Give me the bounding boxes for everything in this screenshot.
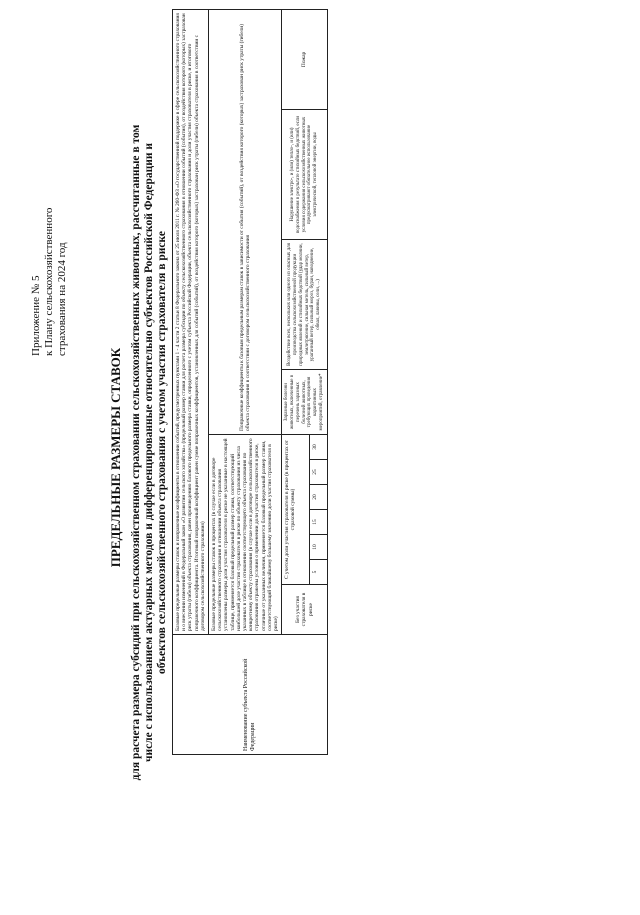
event-natural: Воздействие всех, нескольких или одного из опасных для производства сельскохозяйственной продукции природных явлений и стихийных бедствий (удар молнии, землетрясение, сильная метель, сильный ветер, ураганный ветер, сильный мороз, буран, наводнение, обвал, лавины, сели, ...) xyxy=(282,240,328,370)
basic-rates-header: Базовые предельные размеры ставок и поправочные коэффициенты в отношении событий, предусмотренных пунктами 1 - 4 части 2 статьи 8 Федерального закона от 25 июля 2011 г. № 260-ФЗ «О государственной поддержке в сфере сельскохозяйственного страхования и о внесении изменений в Федеральный закон «О развитии сельского хозяйства» (предельный размер ставки для расчета размера субсидии по объекту сельскохозяйственного страхования в отношении событий (события), от воздействия которого (которых) застрахован риск утраты (гибели) объекта страхования, равен произведению базового предельного размера ставки, определенного с учетом субъекта Российской Федерации, объекта сельскохозяйственного страхования и доли участия страхователя в риске, и итогового поправочного коэффициента. Итоговый поправочный коэффициент равен сумме поправочных коэффициентов, установленных для событий (событий), от воздействия которого (которых) застрахован риск утраты (гибели) объекта страхования в соответствии с договором сельскохозяйственного страхования) xyxy=(173,9,209,634)
event-fire: Пожар xyxy=(282,9,328,109)
base-limits-header: Базовые предельные размеры ставок в процентах (в случае если в договоре сельскохозяйственного страхования в отношении объекта страхования установлены размеры доли участия страхователя в риске не указанные в настоящей таблице, применяется базовый предельный размер ставки, соответствующий наибольшей доле участия страхователя в риске по объекту страхования из числа указанных в таблице в отношении соответствующего объекта страхования по конкретному объекту страхования (в случае если в договоре сельскохозяйственного страхования отражены условия о применении доли участия страхователя в риске, отличные от указанных величин, применяется базовый предельный размер ставки, соответствующий ближайшему большему значению доли участия страхователя в риске) xyxy=(209,435,282,635)
with-participation-header: С учетом доли участия страхователя в риске (в процентах от страховой суммы) xyxy=(282,435,310,585)
appendix-plan-ref: к Плану сельскохозяйственного xyxy=(43,207,55,356)
appendix-number: Приложение № 5 xyxy=(30,275,42,356)
appendix-header xyxy=(30,96,69,356)
percent-30: 30 xyxy=(309,435,327,460)
event-diseases: Заразные болезни животных, включенные в перечень заразных болезней животных, требующих проведения карантинных мероприятий, отравление* xyxy=(282,370,328,435)
event-power: Нарушение электро-, и (или) тепло-, и (или) водоснабжения в результате стихийных бедствий, если условия содержания сельскохозяйственных животных предусматривают обязательное использование электрической, тепловой энергии, воды xyxy=(282,110,328,240)
document-subtitle: для расчета размера субсидий при сельскохозяйственном страховании сельскохозяйственных животных, рассчитанные в том числе с использованием актуарных методов и дифференцированные относительно субъектов Российской Федерации и объектов сельскохозяйственного страхования с учетом участия страхователя в риске xyxy=(130,124,168,781)
rates-table xyxy=(172,9,328,755)
percent-15: 15 xyxy=(309,510,327,535)
table-row xyxy=(173,9,209,754)
percent-5: 5 xyxy=(309,560,327,585)
percent-20: 20 xyxy=(309,485,327,510)
appendix-year: страхования на 2024 год xyxy=(56,242,68,356)
region-header: Наименование субъекта Российской Федерации xyxy=(173,635,328,755)
percent-10: 10 xyxy=(309,535,327,560)
percent-25: 25 xyxy=(309,460,327,485)
correction-header: Поправочные коэффициенты к базовым предельным размерам ставок в зависимости от события (событий), от воздействия которого (которых) застрахован риск утраты (гибели) объекта страхования в соответствии с договором сельскохозяйственного страхования xyxy=(209,9,282,434)
document-title: ПРЕДЕЛЬНЫЕ РАЗМЕРЫ СТАВОК xyxy=(108,347,123,568)
no-participation-header: Без участия страхователя в риске xyxy=(282,585,328,635)
